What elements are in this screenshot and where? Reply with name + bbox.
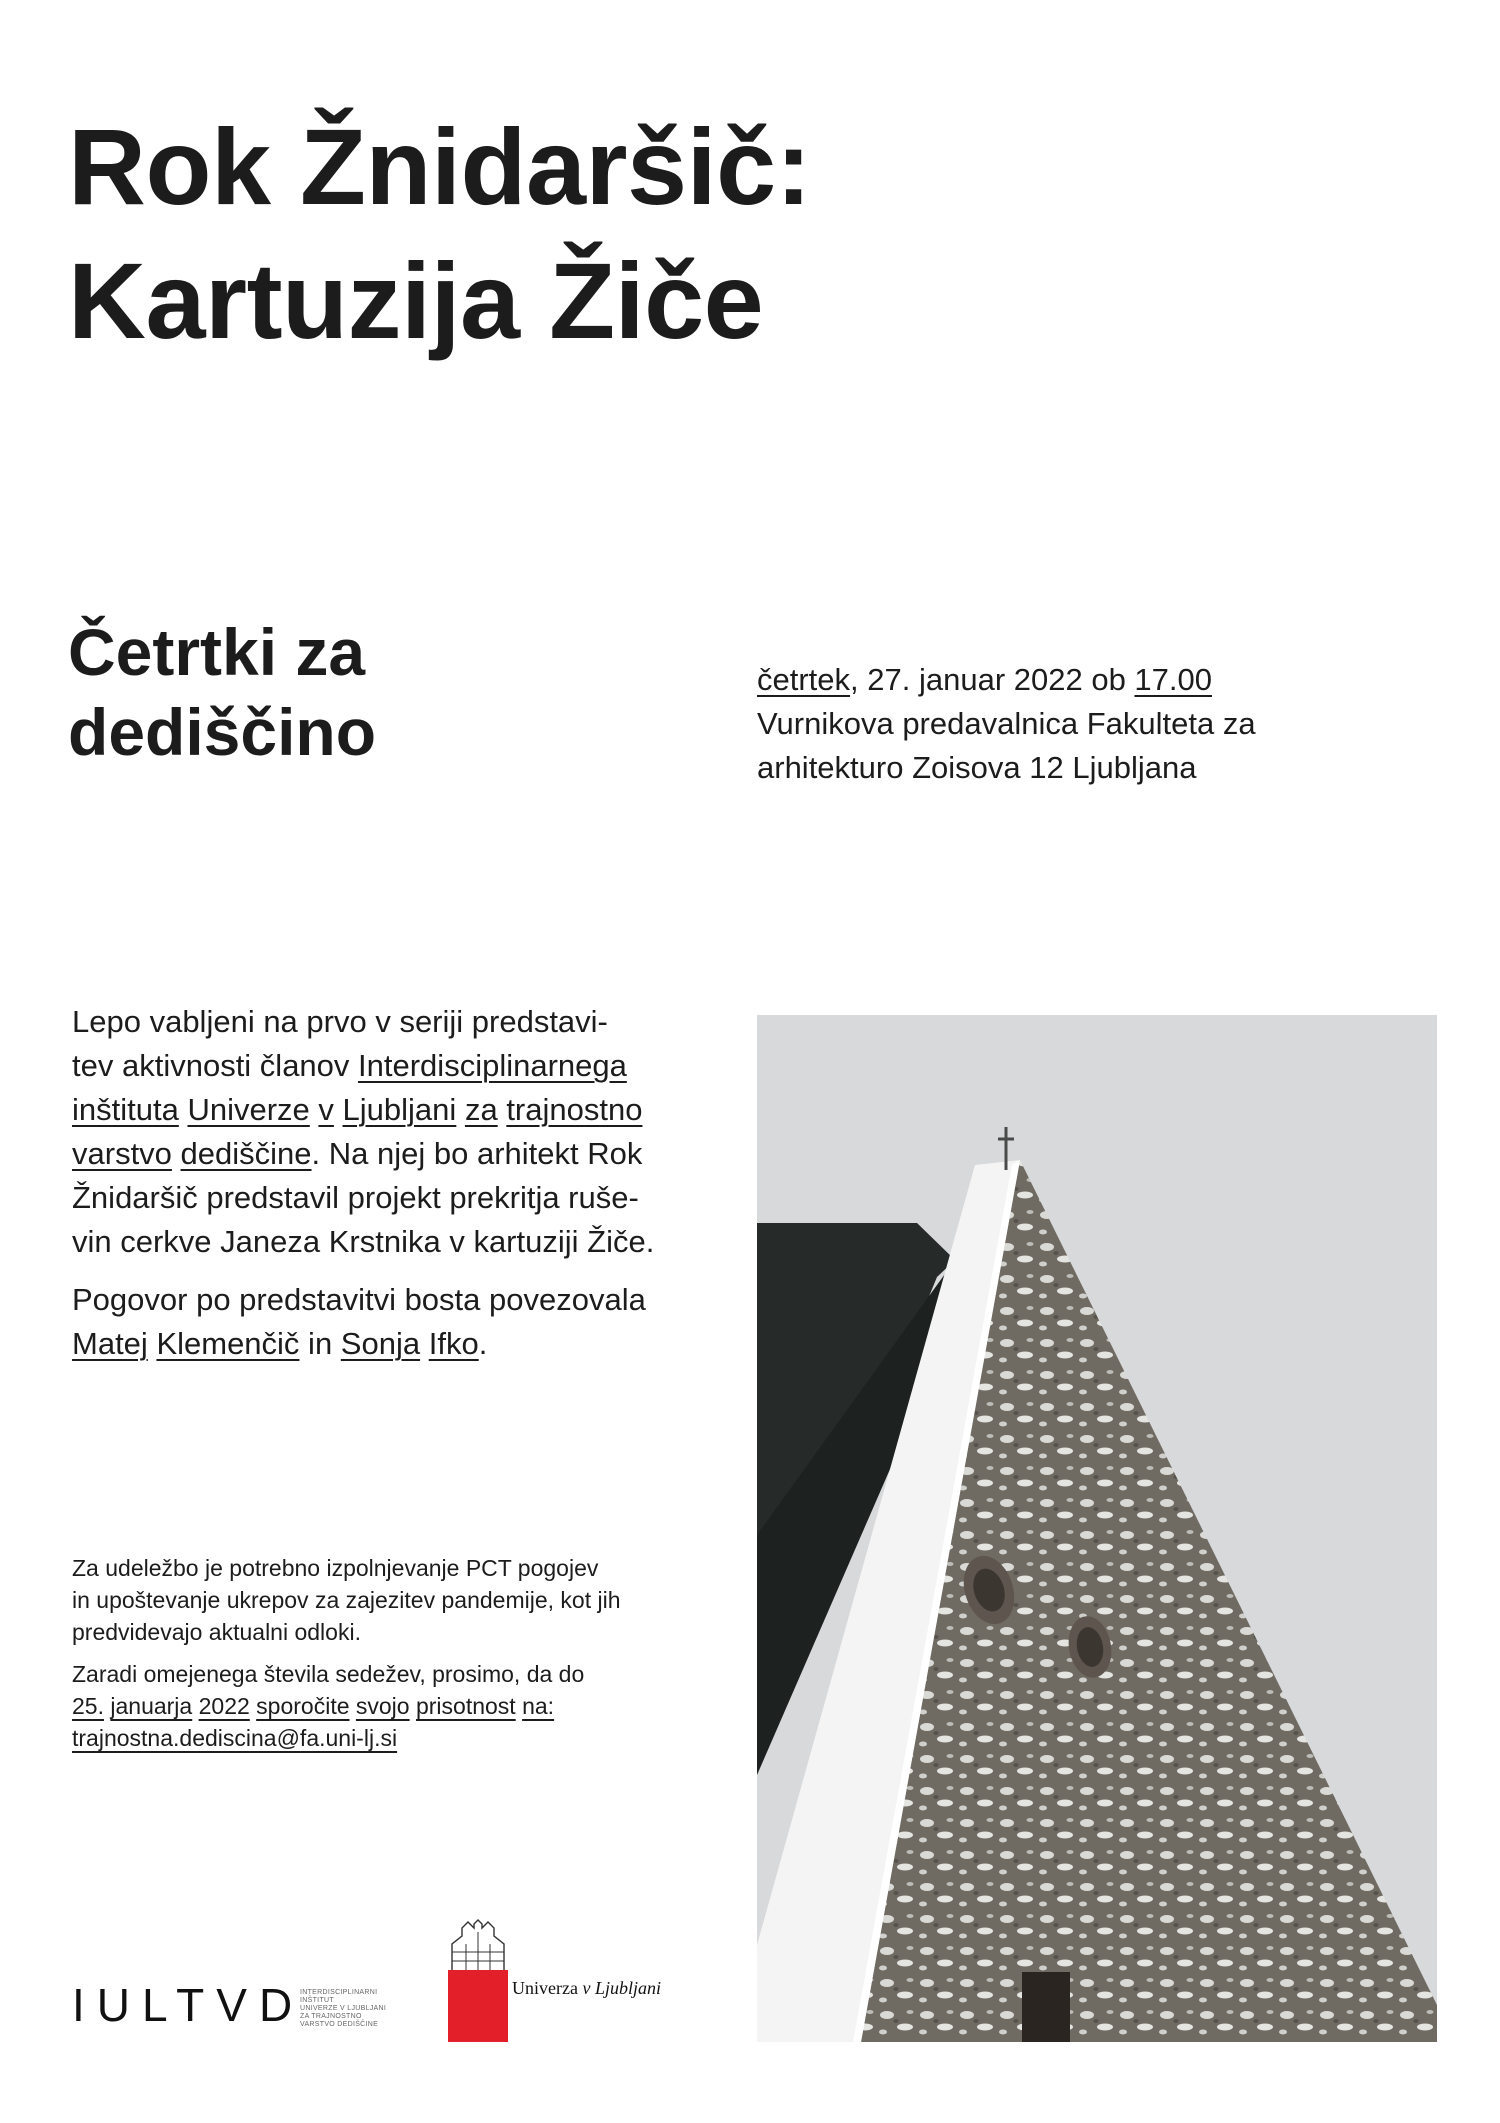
- intro-line: Lepo vabljeni na prvo v seriji predstavi-: [72, 1004, 608, 1039]
- iul-logo-subtitle: [300, 1989, 412, 2029]
- iul-tvd-logo: [72, 1975, 412, 2035]
- attendance-notice: [72, 1552, 732, 1764]
- university-name-part: v Ljubljani: [582, 1978, 661, 1998]
- institute-link-part: Ljubljani: [342, 1092, 457, 1127]
- punctuation: .: [478, 1326, 488, 1361]
- moderator-name-part: Matej: [72, 1326, 148, 1361]
- institute-link-part: za: [464, 1092, 498, 1127]
- space: [456, 1092, 465, 1127]
- notice-line: in upoštevanje ukrepov za zajezitev pandemije, kot jih: [72, 1587, 621, 1613]
- discussion-line: Pogovor po predstavitvi bosta povezovala: [72, 1282, 646, 1317]
- space: [334, 1092, 343, 1127]
- intro-text: [72, 1000, 722, 1380]
- moderator-name-part: Sonja: [340, 1326, 421, 1361]
- iul-subtitle-line: UNIVERZE V LJUBLJANI: [300, 2005, 387, 2012]
- intro-line: [72, 1088, 722, 1132]
- series-line-2: dediščino: [68, 695, 377, 769]
- intro-paragraph: [72, 1000, 722, 1264]
- discussion-paragraph: [72, 1278, 722, 1366]
- church-gable-illustration: [757, 1015, 1437, 2042]
- institute-link-part: inštituta: [72, 1092, 179, 1127]
- intro-text-segment: tev aktivnosti članov: [72, 1048, 359, 1083]
- deadline-part: januarja: [110, 1693, 193, 1719]
- event-date: , 27. januar 2022 ob: [850, 662, 1135, 697]
- university-name-part: Univerza: [512, 1978, 583, 1998]
- rsvp-notice: [72, 1658, 732, 1754]
- deadline-part: prisotnost: [415, 1693, 516, 1719]
- notice-line: Zaradi omejenega števila sedežev, prosimo, da do: [72, 1661, 585, 1687]
- moderator-name-part: Ifko: [428, 1326, 479, 1361]
- iul-subtitle-line: INTERDISCIPLINARNI: [300, 1989, 378, 1996]
- iul-subtitle-line: ZA TRAJNOSTNO: [300, 2013, 362, 2020]
- doorway: [1022, 1972, 1070, 2042]
- deadline-part: 25.: [72, 1693, 104, 1719]
- event-details: [757, 658, 1437, 790]
- conjunction: in: [299, 1326, 341, 1361]
- event-venue-line-1: Vurnikova predavalnica Fakulteta za: [757, 706, 1256, 741]
- notice-line: Za udeležbo je potrebno izpolnjevanje PCT pogojev: [72, 1555, 599, 1581]
- discussion-line: [72, 1322, 722, 1366]
- iul-subtitle-line: INŠTITUT: [300, 1997, 334, 2004]
- moderator-name-part: Klemenčič: [156, 1326, 300, 1361]
- deadline-part: sporočite: [256, 1693, 350, 1719]
- institute-link-part: v: [318, 1092, 334, 1127]
- title-line-1: Rok Žnidaršič:: [68, 106, 812, 227]
- intro-line: vin cerkve Janeza Krstnika v kartuziji Žiče.: [72, 1224, 655, 1259]
- rsvp-email-link[interactable]: trajnostna.dediscina@fa.uni-lj.si: [72, 1725, 398, 1751]
- notice-line: predvidevajo aktualni odloki.: [72, 1619, 361, 1645]
- institute-link-part: varstvo: [72, 1136, 172, 1171]
- church-gable-photo: [757, 1015, 1437, 2042]
- series-title: [68, 612, 668, 772]
- rsvp-deadline-line: [72, 1690, 732, 1722]
- institute-link-part: Univerze: [187, 1092, 310, 1127]
- institute-link-part: dediščine: [180, 1136, 312, 1171]
- university-emblem: [448, 1918, 508, 2042]
- university-name: [512, 1978, 661, 1999]
- title-line-2: Kartuzija Žiče: [68, 240, 764, 361]
- university-ljubljana-logo: [448, 1918, 688, 2042]
- event-time: 17.00: [1134, 662, 1212, 697]
- iul-logo-mark: IULTVD: [72, 1979, 305, 2031]
- event-day: četrtek: [757, 662, 851, 697]
- series-line-1: Četrtki za: [68, 615, 366, 689]
- space: [172, 1136, 181, 1171]
- pct-notice: [72, 1552, 732, 1648]
- space: [420, 1326, 429, 1361]
- deadline-part: 2022: [198, 1693, 250, 1719]
- intro-line: [72, 1044, 722, 1088]
- intro-line: [72, 1132, 722, 1176]
- deadline-part: svojo: [355, 1693, 410, 1719]
- deadline-part: na:: [522, 1693, 555, 1719]
- institute-link-part: trajnostno: [506, 1092, 643, 1127]
- intro-text-segment: . Na njej bo arhitekt Rok: [311, 1136, 643, 1171]
- event-date-line: [757, 658, 1437, 702]
- event-venue-line-2: arhitekturo Zoisova 12 Ljubljana: [757, 750, 1197, 785]
- intro-line: Žnidaršič predstavil projekt prekritja ruše-: [72, 1180, 639, 1215]
- iul-subtitle-line: VARSTVO DEDIŠČINE: [300, 2021, 379, 2028]
- institute-link-part: Interdisciplinarnega: [358, 1048, 627, 1083]
- event-title: [68, 100, 1248, 368]
